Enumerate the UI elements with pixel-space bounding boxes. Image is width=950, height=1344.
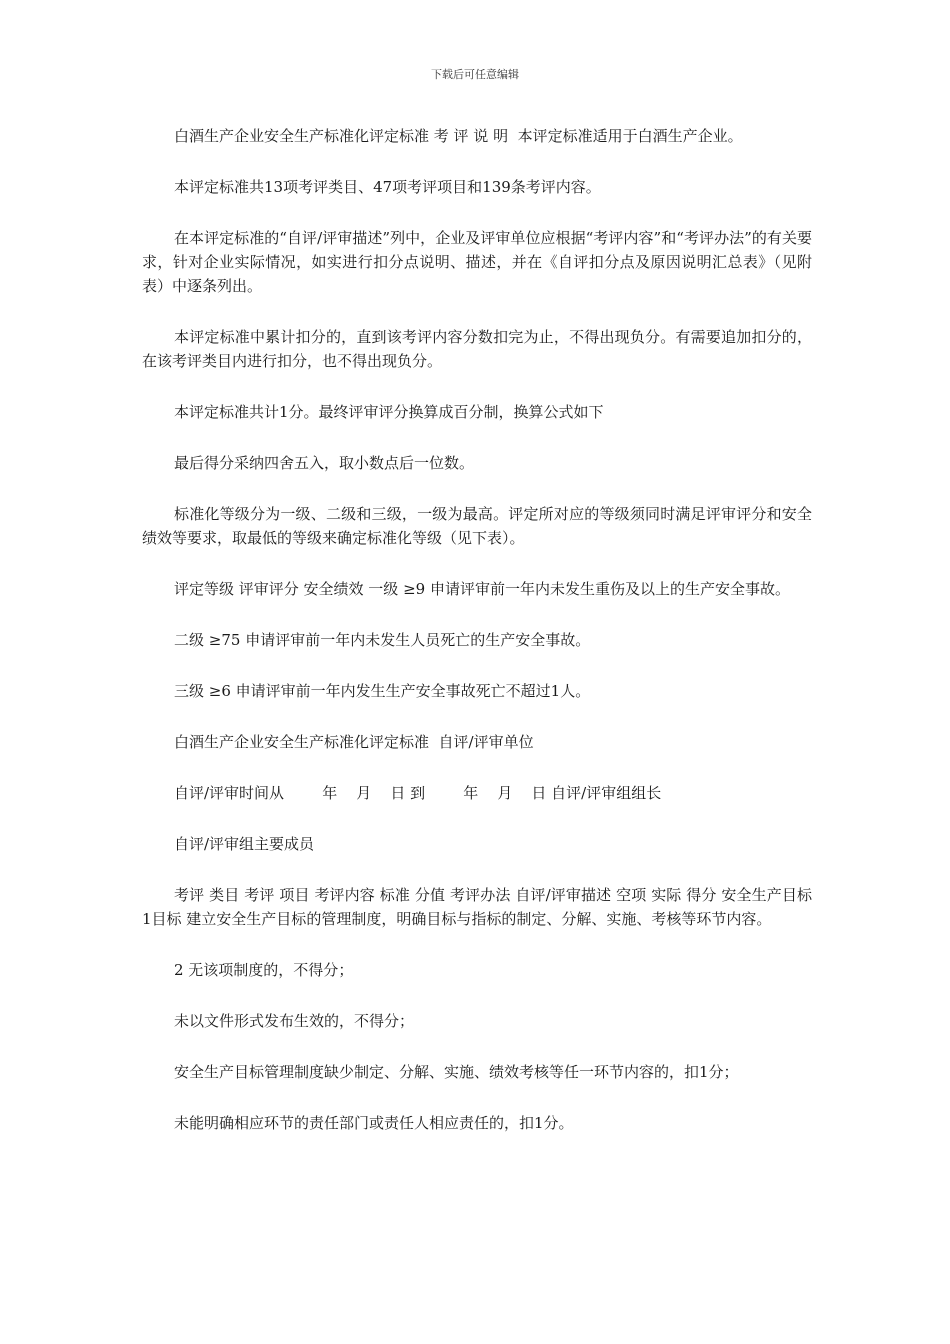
paragraph-deduction-rule: 本评定标准中累计扣分的，直到该考评内容分数扣完为止，不得出现负分。有需要追加扣分的，在该考评类目内进行扣分，也不得出现负分。 (142, 328, 812, 370)
paragraph-form-title: 白酒生产企业安全生产标准化评定标准 自评/评审单位 (174, 733, 534, 751)
page-header: 下载后可任意编辑 (431, 68, 519, 81)
paragraph-rule-not-published: 未以文件形式发布生效的，不得分； (174, 1012, 415, 1030)
paragraph-intro: 白酒生产企业安全生产标准化评定标准 考 评 说 明 本评定标准适用于白酒生产企业。 (174, 127, 743, 145)
paragraph-team-members: 自评/评审组主要成员 (174, 835, 315, 853)
paragraph-item-count: 本评定标准共13项考评类目、47项考评项目和139条考评内容。 (174, 178, 601, 196)
paragraph-grade-three: 三级 ≥6 申请评审前一年内发生生产安全事故死亡不超过1人。 (174, 682, 591, 700)
paragraph-evaluation-time: 自评/评审时间从 年 月 日 到 年 月 日 自评/评审组组长 (174, 784, 662, 802)
paragraph-rule-no-system: 2 无该项制度的，不得分； (174, 961, 354, 979)
paragraph-grade-two: 二级 ≥75 申请评审前一年内未发生人员死亡的生产安全事故。 (174, 631, 591, 649)
document-body (142, 124, 822, 1162)
paragraph-grade-levels: 标准化等级分为一级、二级和三级，一级为最高。评定所对应的等级须同时满足评审评分和安全绩效等要求，取最低的等级来确定标准化等级（见下表）。 (142, 505, 812, 547)
paragraph-grade-one: 评定等级 评审评分 安全绩效 一级 ≥9 申请评审前一年内未发生重伤及以上的生产安全事故。 (174, 580, 790, 598)
paragraph-table-header: 考评 类目 考评 项目 考评内容 标准 分值 考评办法 自评/评审描述 空项 实际 得分 安全生产目标 1目标 建立安全生产目标的管理制度，明确目标与指标的制定、分解、实施、考核等环节内容。 (142, 886, 822, 928)
paragraph-self-evaluation: 在本评定标准的“自评/评审描述”列中，企业及评审单位应根据“考评内容”和“考评办法”的有关要求，针对企业实际情况，如实进行扣分点说明、描述，并在《自评扣分点及原因说明汇总表》（见附表）中逐条列出。 (142, 229, 812, 295)
paragraph-rule-responsibility: 未能明确相应环节的责任部门或责任人相应责任的，扣1分。 (174, 1114, 574, 1132)
paragraph-rounding: 最后得分采纳四舍五入，取小数点后一位数。 (174, 454, 475, 472)
paragraph-rule-missing-step: 安全生产目标管理制度缺少制定、分解、实施、绩效考核等任一环节内容的，扣1分； (174, 1063, 739, 1081)
paragraph-total-score: 本评定标准共计1分。最终评审评分换算成百分制，换算公式如下 (174, 403, 604, 421)
